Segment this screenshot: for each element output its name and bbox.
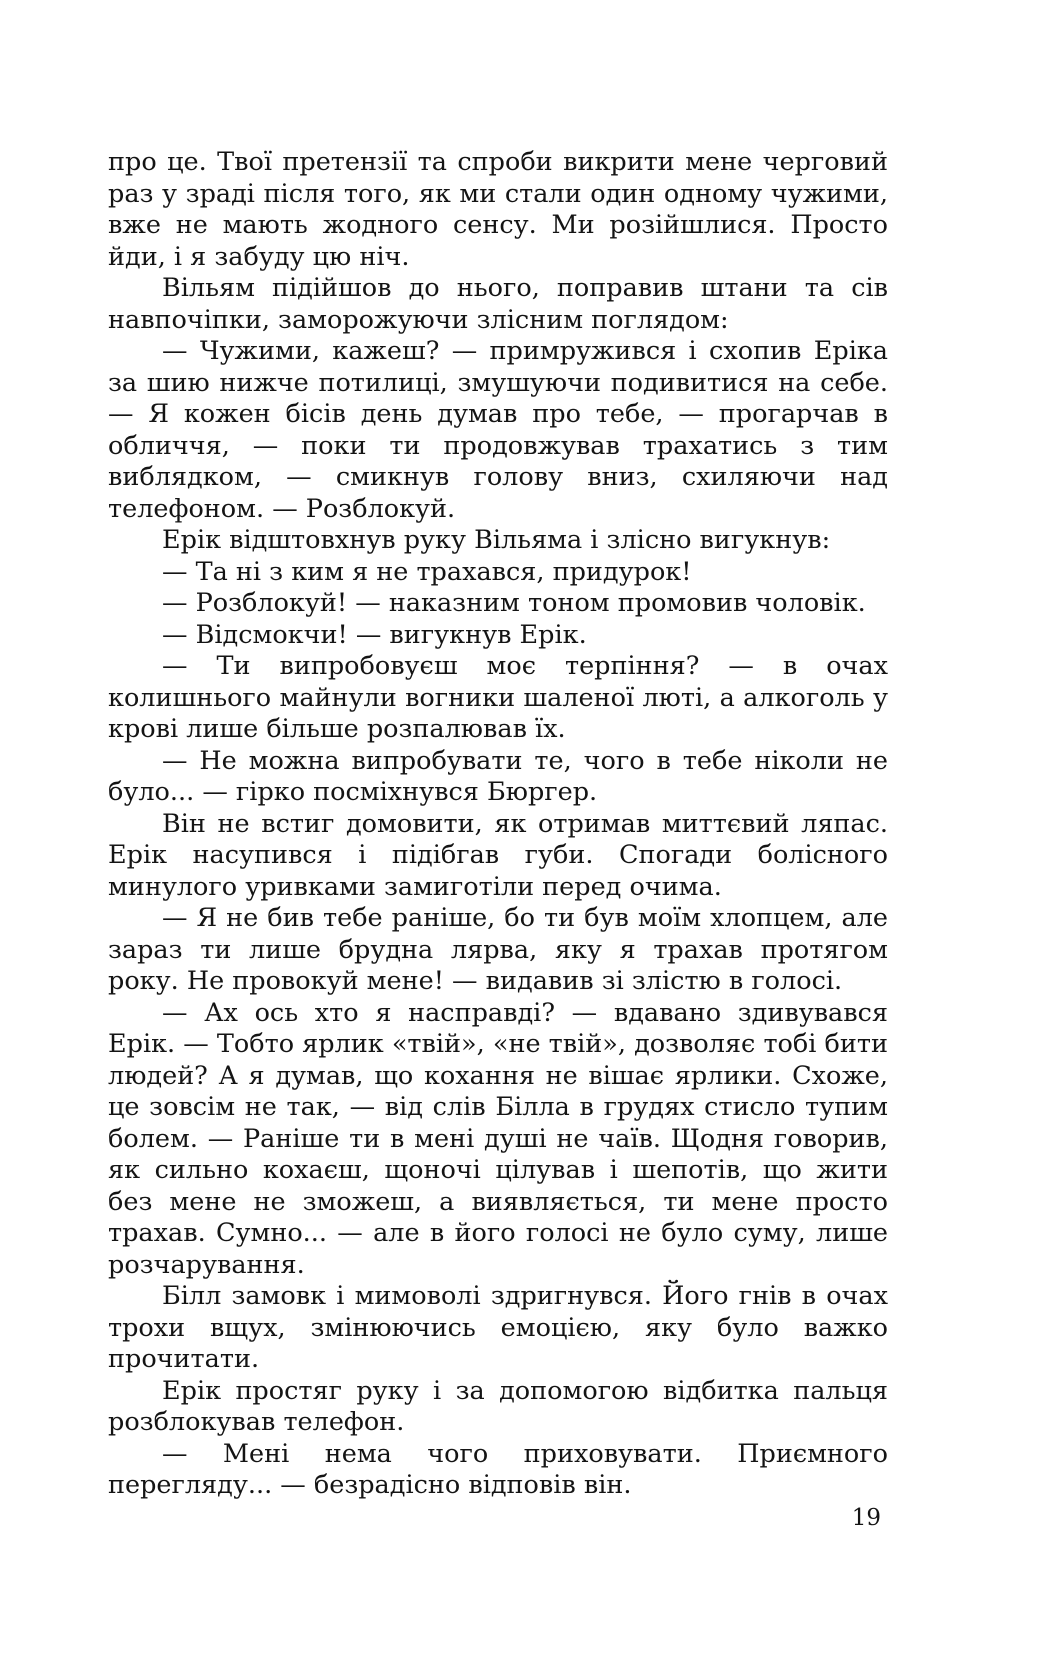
paragraph-8: — Ти випробовуєш моє терпіння? — в очах колишнього майнули вогники шаленої люті, а алкоголь у крові лише більше розпалював їх. <box>108 651 888 744</box>
paragraph-3: — Чужими, кажеш? — примружився і схопив Еріка за шию нижче потилиці, змушуючи подивитися на себе. — Я кожен бісів день думав про тебе, — прогарчав в обличчя, — поки ти продовжував трахатись з тим виблядком, — смикнув голову вниз, схиляючи над телефоном. — Розблокуй. <box>108 336 888 524</box>
paragraph-11: — Я не бив тебе раніше, бо ти був моїм хлопцем, але зараз ти лише брудна лярва, яку я трахав протягом року. Не провокуй мене! — видавив зі злістю в голосі. <box>108 903 888 996</box>
paragraph-14: Ерік простяг руку і за допомогою відбитка пальця розблокував телефон. <box>108 1375 888 1437</box>
paragraph-12: — Ах ось хто я насправді? — вдавано здивувався Ерік. — Тобто ярлик «твій», «не твій», дозволяє тобі бити людей? А я думав, що кохання не вішає ярлики. Схоже, це зовсім не так, — від слів Білла в грудях стисло тупим болем. — Раніше ти в мені душі не чаїв. Щодня говорив, як сильно кохаєш, щоночі цілував і шепотів, що жити без мене не зможеш, а виявляється, ти мене просто трахав. Сумно... — але в його голосі не було суму, лише розчарування. <box>108 997 888 1280</box>
paragraph-6: — Розблокуй! — наказним тоном промовив чоловік. <box>162 588 866 618</box>
paragraph-4: Ерік відштовхнув руку Вільяма і злісно вигукнув: <box>162 525 831 555</box>
paragraph-13: Білл замовк і мимоволі здригнувся. Його гнів в очах трохи вщух, змінюючись емоцією, яку було важко прочитати. <box>108 1281 888 1374</box>
paragraph-7: — Відсмокчи! — вигукнув Ерік. <box>162 619 587 650</box>
paragraph-2: Вільям підійшов до нього, поправив штани та сів навпочіпки, заморожуючи злісним поглядом: <box>108 273 888 335</box>
page-body-text <box>108 147 888 1502</box>
paragraph-10: Він не встиг домовити, як отримав миттєвий ляпас. Ерік насупився і підібгав губи. Спогади болісного минулого уривками замиготіли перед очима. <box>108 808 888 902</box>
paragraph-9: — Не можна випробувати те, чого в тебе ніколи не було... — гірко посміхнувся Бюргер. <box>108 745 888 807</box>
paragraph-5: — Та ні з ким я не трахався, придурок! <box>162 556 692 587</box>
paragraph-1: про це. Твої претензії та спроби викрити мене черговий раз у зраді після того, як ми стали один одному чужими, вже не мають жодного сенсу. Ми розійшлися. Просто йди, і я забуду цю ніч. <box>108 147 888 272</box>
paragraph-15: — Мені нема чого приховувати. Приємного перегляду... — безрадісно відповів він. <box>108 1438 888 1500</box>
page-number: 19 <box>851 1505 881 1531</box>
